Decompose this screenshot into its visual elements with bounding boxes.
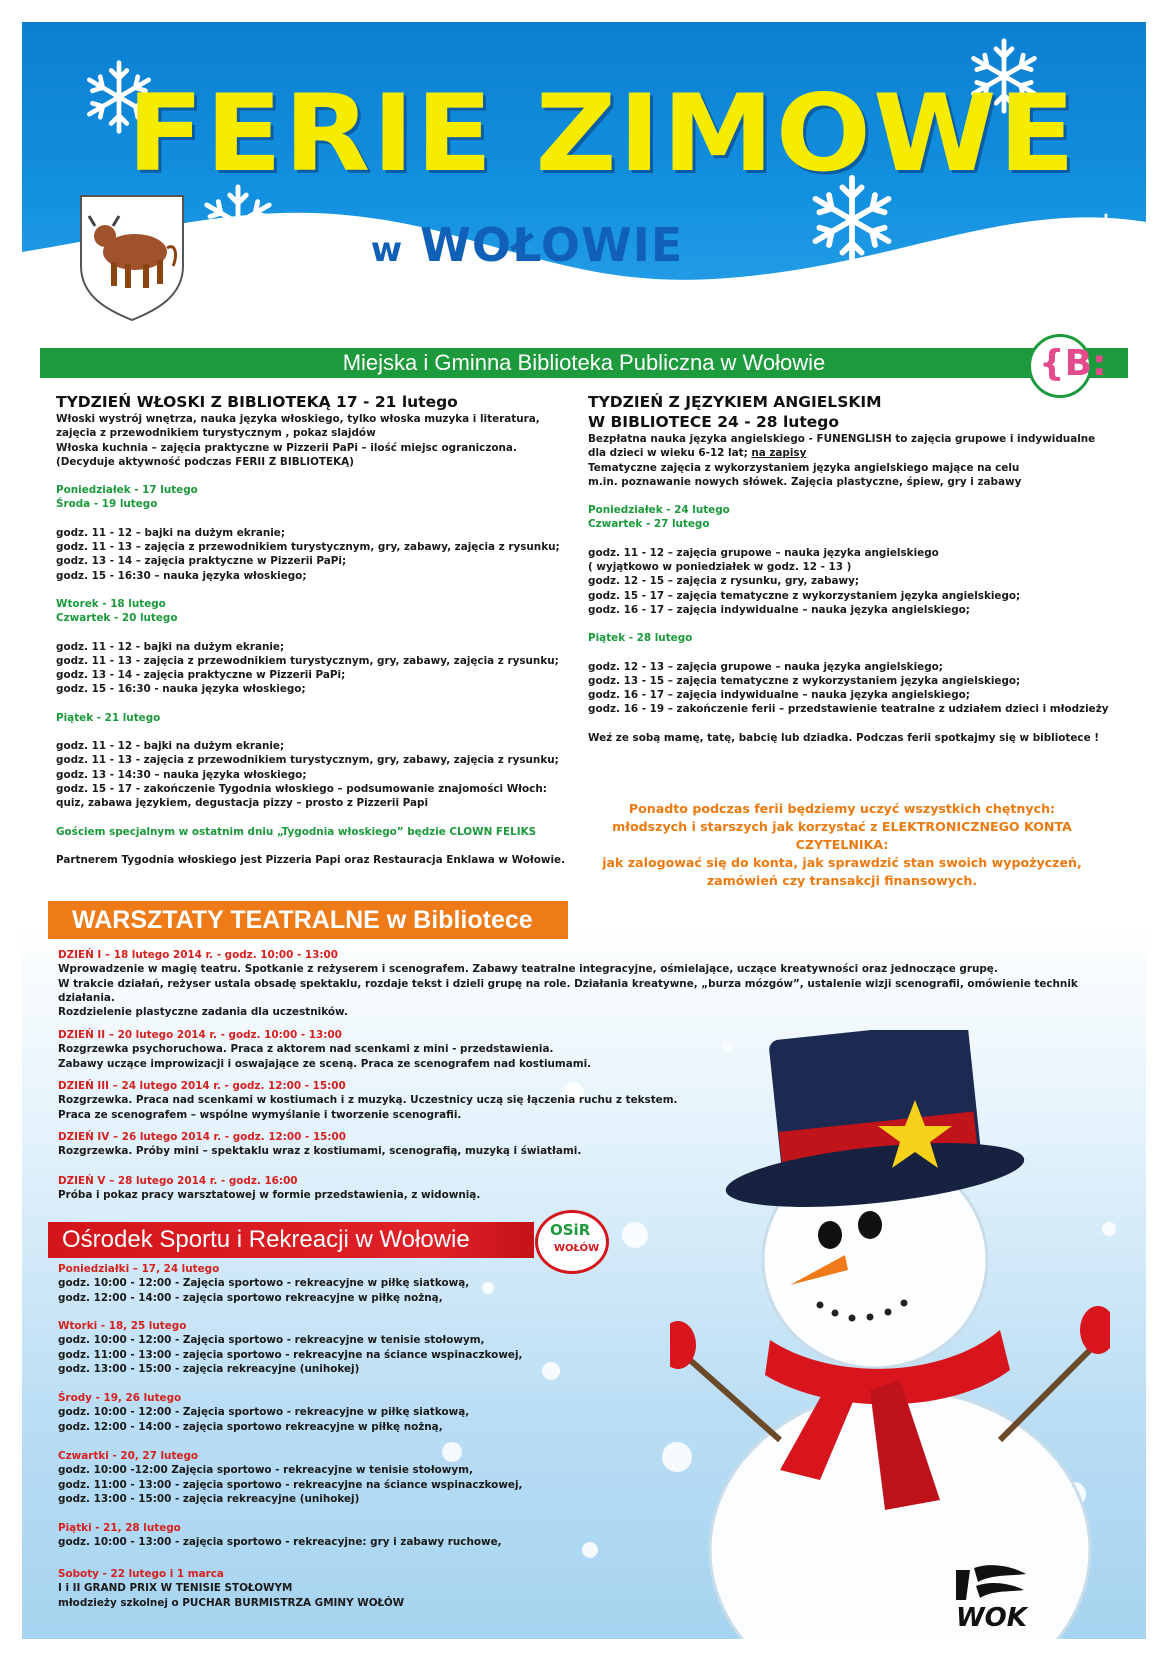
sport-section-header: Ośrodek Sportu i Rekreacji w Wołowie [48,1222,534,1258]
poster [22,22,1146,1639]
poster-subtitle [312,218,742,272]
theatre-day-line: Zabawy uczące improwizacji i oswajające ze sceną. Praca ze scenografem nad kostiumami. [58,1057,592,1070]
theatre-day-line: Praca ze scenografem – wspólne wymyślanie i tworzenie scenografii. [58,1108,462,1121]
italian-intro-line: Włoska kuchnia – zajęcia praktyczne w Pizzerii PaPi – ilość miejsc ograniczona. [56,441,517,454]
sport-day [58,1567,578,1610]
english-heading: W BIBLIOTECE 24 - 28 lutego [588,413,840,431]
theatre-day-line: W trakcie działań, reżyser ustala obsadę spektaklu, rozdaje tekst i dzieli grupę na role. Działania kreatywne, „burza mózgów”, ustalenie wizji scenografii, omówienie technik działania. [58,977,1078,1004]
theatre-day-label: DZIEŃ II – 20 lutego 2014 r. - godz. 10:00 - 13:00 [58,1029,342,1041]
theatre-day [58,1174,758,1203]
sport-day [58,1521,578,1550]
sport-day-label: Soboty - 22 lutego i 1 marca [58,1568,224,1580]
reader-account-note [582,800,1102,890]
wok-logo-icon [950,1560,1030,1632]
snowflake-icon [1082,212,1130,260]
english-day-label: Czwartek - 27 lutego [588,518,710,531]
english-intro-line [588,446,1128,460]
sport-day-label: Czwartki - 20, 27 lutego [58,1450,199,1462]
sport-day-label: Środy - 19, 26 lutego [58,1392,182,1404]
sport-day-line: godz. 12:00 - 14:00 - zajęcia sportowo rekreacyjne w piłkę nożną, [58,1291,443,1304]
sport-day [58,1262,578,1305]
english-schedule-line: godz. 12 - 13 – zajęcia grupowe – nauka języka angielskiego; [588,660,943,673]
english-intro-line: m.in. poznawanie nowych słówek. Zajęcia plastyczne, śpiew, gry i zabawy [588,475,1022,488]
note-line: zamówień czy transakcji finansowych. [706,873,978,888]
italian-schedule-line: godz. 11 - 13 – zajęcia z przewodnikiem turystycznym, gry, zabawy, zajęcia z rysunku; [56,541,560,554]
english-day-label: Piątek - 28 lutego [588,632,693,645]
theatre-section-header: WARSZTATY TEATRALNE w Bibliotece [48,901,568,939]
italian-schedule-line: godz. 11 - 12 – bajki na dużym ekranie; [56,526,286,539]
theatre-day-label: DZIEŃ V – 28 lutego 2014 r. - godz. 16:00 [58,1175,298,1187]
theatre-day-label: DZIEŃ III – 24 lutego 2014 r. - godz. 12:00 - 15:00 [58,1080,346,1092]
sport-day-line: godz. 13:00 - 15:00 - zajęcia rekreacyjne (unihokej) [58,1492,360,1505]
sport-day-line: godz. 12:00 - 14:00 - zajęcia sportowo rekreacyjne w piłkę nożną, [58,1420,443,1433]
osir-logo-top: OSiR [550,1221,591,1239]
english-intro-line: Bezpłatna nauka języka angielskiego - FUNENGLISH to zajęcia grupowe i indywidualne [588,433,1096,445]
sport-day [58,1319,578,1376]
sport-day-line: młodzieży szkolnej o PUCHAR BURMISTRZA GMINY WOŁÓW [58,1596,405,1609]
sport-day-line: godz. 10:00 - 13:00 - zajęcia sportowo - rekreacyjne: gry i zabawy ruchowe, [58,1536,502,1549]
library-bar: Miejska i Gminna Biblioteka Publiczna w Wołowie [40,348,1128,378]
sport-day-line: I i II GRAND PRIX W TENISIE STOŁOWYM [58,1582,293,1595]
italian-schedule-line: godz. 11 - 12 - bajki na dużym ekranie; [56,640,285,653]
theatre-day-line: Próba i pokaz pracy warsztatowej w formie przedstawienia, z widownią. [58,1189,481,1202]
italian-schedule-line: godz. 13 - 14 - zajęcia praktyczne w Pizzerii PaPi; [56,669,346,682]
theatre-day [58,1130,758,1159]
osir-logo-bottom: WOŁÓW [554,1243,600,1254]
theatre-day-line: Wprowadzenie w magię teatru. Spotkanie z reżyserem i scenografem. Zabawy teatralne integracyjne, ośmielające, uczące kreatywności oraz jednoczące grupę. [58,963,998,976]
theatre-day [58,1028,758,1071]
theatre-day-line: Rozgrzewka psychoruchowa. Praca z aktorem nad scenkami z mini - przedstawienia. [58,1043,554,1056]
town-crest-icon [77,192,187,322]
english-schedule-line: godz. 16 - 19 – zakończenie ferii – przedstawienie teatralne z udziałem dzieci i młodzieży [588,703,1109,716]
theatre-day-line: Rozgrzewka. Próby mini – spektaklu wraz z kostiumami, scenografią, muzyką i światłami. [58,1145,582,1158]
italian-day-label: Piątek - 21 lutego [56,711,161,724]
english-intro-line: Tematyczne zajęcia z wykorzystaniem języka angielskiego mające na celu [588,461,1020,474]
italian-schedule-line: quiz, zabawa językiem, degustacja pizzy – prosto z Pizzerii Papi [56,797,429,810]
sport-day-line: godz. 13:00 - 15:00 - zajęcia rekreacyjne (unihokej) [58,1362,360,1375]
english-heading: TYDZIEŃ Z JĘZYKIEM ANGIELSKIM [588,393,882,411]
sport-day-line: godz. 10:00 - 12:00 - Zajęcia sportowo - rekreacyjne w piłkę siatkową, [58,1406,470,1419]
sport-day-line: godz. 11:00 - 13:00 - zajęcia sportowo - rekreacyjne na ściance wspinaczkowej, [58,1348,523,1361]
italian-guest: Gościem specjalnym w ostatnim dniu „Tygodnia włoskiego” będzie CLOWN FELIKS [56,825,537,838]
sport-day [58,1449,578,1506]
italian-schedule-line: godz. 15 - 16:30 – nauka języka włoskiego; [56,569,307,582]
subtitle-town: WOŁOWIE [420,218,684,272]
italian-schedule-line: godz. 15 - 16:30 - nauka języka włoskiego; [56,683,306,696]
italian-schedule-line: godz. 11 - 13 - zajęcia z przewodnikiem turystycznym, gry, zabawy, zajęcia z rysunku; [56,754,559,767]
italian-schedule-line: godz. 13 - 14 – zajęcia praktyczne w Pizzerii PaPi; [56,555,347,568]
wok-logo-text: WOK [956,1603,1027,1632]
theatre-day [58,948,1118,1019]
italian-week-section [56,392,576,867]
sport-day-label: Wtorki - 18, 25 lutego [58,1320,187,1332]
english-schedule-line: godz. 16 - 17 – zajęcia indywidualne – nauka języka angielskiego; [588,689,970,702]
theatre-day-label: DZIEŃ IV – 26 lutego 2014 r. - godz. 12:00 - 15:00 [58,1131,347,1143]
sport-day [58,1391,578,1434]
theatre-day-line: Rozdzielenie plastyczne zadania dla uczestników. [58,1006,348,1019]
english-closing: Weź ze sobą mamę, tatę, babcię lub dziadka. Podczas ferii spotkajmy się w bibliotece ! [588,731,1099,744]
english-schedule-line: godz. 11 - 12 – zajęcia grupowe – nauka języka angielskiego [588,546,939,559]
theatre-day [58,1079,758,1122]
italian-schedule-line: godz. 11 - 12 - bajki na dużym ekranie; [56,740,285,753]
note-line: młodszych i starszych jak korzystać z ELEKTRONICZNEGO KONTA CZYTELNIKA: [612,819,1072,852]
english-signup-note: na zapisy [751,447,807,460]
italian-intro-line: zajęcia z przewodnikiem turystycznym , pokaz slajdów [56,427,376,440]
sport-day-line: godz. 10:00 - 12:00 - Zajęcia sportowo - rekreacyjne w piłkę siatkową, [58,1277,470,1290]
english-schedule-line: godz. 12 - 15 – zajęcia z rysunku, gry, zabawy; [588,575,860,588]
theatre-day-label: DZIEŃ I – 18 lutego 2014 r. - godz. 10:00 - 13:00 [58,949,338,961]
italian-day-label: Poniedziałek - 17 lutego [56,484,198,497]
english-week-section [588,392,1128,745]
italian-schedule-line: godz. 11 - 13 - zajęcia z przewodnikiem turystycznym, gry, zabawy, zajęcia z rysunku; [56,654,559,667]
italian-schedule-line: godz. 15 - 17 - zakończenie Tygodnia włoskiego – podsumowanie znajomości Włoch: [56,782,547,795]
sport-day-line: godz. 11:00 - 13:00 - zajęcia sportowo - rekreacyjne na ściance wspinaczkowej, [58,1478,523,1491]
italian-intro-line: (Decyduje aktywność podczas FERII Z BIBLIOTEKĄ) [56,455,354,468]
italian-day-label: Wtorek - 18 lutego [56,597,166,610]
sport-day-label: Poniedziałki – 17, 24 lutego [58,1263,220,1275]
subtitle-w: w [370,230,404,270]
italian-intro-line: Włoski wystrój wnętrza, nauka języka włoskiego, tylko włoska muzyka i literatura, [56,413,540,425]
note-line: Ponadto podczas ferii będziemy uczyć wszystkich chętnych: [628,801,1056,816]
theatre-day-line: Rozgrzewka. Praca nad scenkami w kostiumach i z muzyką. Uczestnicy uczą się łączenia ruchu z tekstem. [58,1094,678,1107]
italian-schedule-line: godz. 13 - 14:30 – nauka języka włoskiego; [56,768,307,781]
italian-heading: TYDZIEŃ WŁOSKI Z BIBLIOTEKĄ 17 - 21 lutego [56,393,458,411]
note-line: jak zalogować się do konta, jak sprawdzić stan swoich wypożyczeń, [602,855,1082,870]
sport-day-line: godz. 10:00 -12:00 Zajęcia sportowo - rekreacyjne w tenisie stołowym, [58,1464,473,1477]
sport-day-line: godz. 10:00 - 12:00 - Zajęcia sportowo - rekreacyjne w tenisie stołowym, [58,1334,485,1347]
italian-day-label: Środa - 19 lutego [56,498,158,511]
english-schedule-line: godz. 13 - 15 – zajęcia tematyczne z wykorzystaniem języka angielskiego; [588,674,1021,687]
english-intro-text: dla dzieci w wieku 6-12 lat; [588,447,752,460]
english-schedule-line: ( wyjątkowo w poniedziałek w godz. 12 - 13 ) [588,561,852,574]
english-day-label: Poniedziałek - 24 lutego [588,504,730,517]
sport-day-label: Piątki - 21, 28 lutego [58,1522,181,1534]
english-schedule-line: godz. 15 - 17 – zajęcia tematyczne z wykorzystaniem języka angielskiego; [588,589,1021,602]
english-schedule-line: godz. 16 - 17 – zajęcia indywidualne – nauka języka angielskiego; [588,603,970,616]
library-logo-text: {B: [1039,343,1107,384]
italian-day-label: Czwartek - 20 lutego [56,612,178,625]
poster-title: FERIE ZIMOWE [126,72,1078,196]
italian-partner: Partnerem Tygodnia włoskiego jest Pizzeria Papi oraz Restauracja Enklawa w Wołowie. [56,853,566,866]
library-logo-icon [1028,334,1107,398]
header-banner [22,22,1146,342]
